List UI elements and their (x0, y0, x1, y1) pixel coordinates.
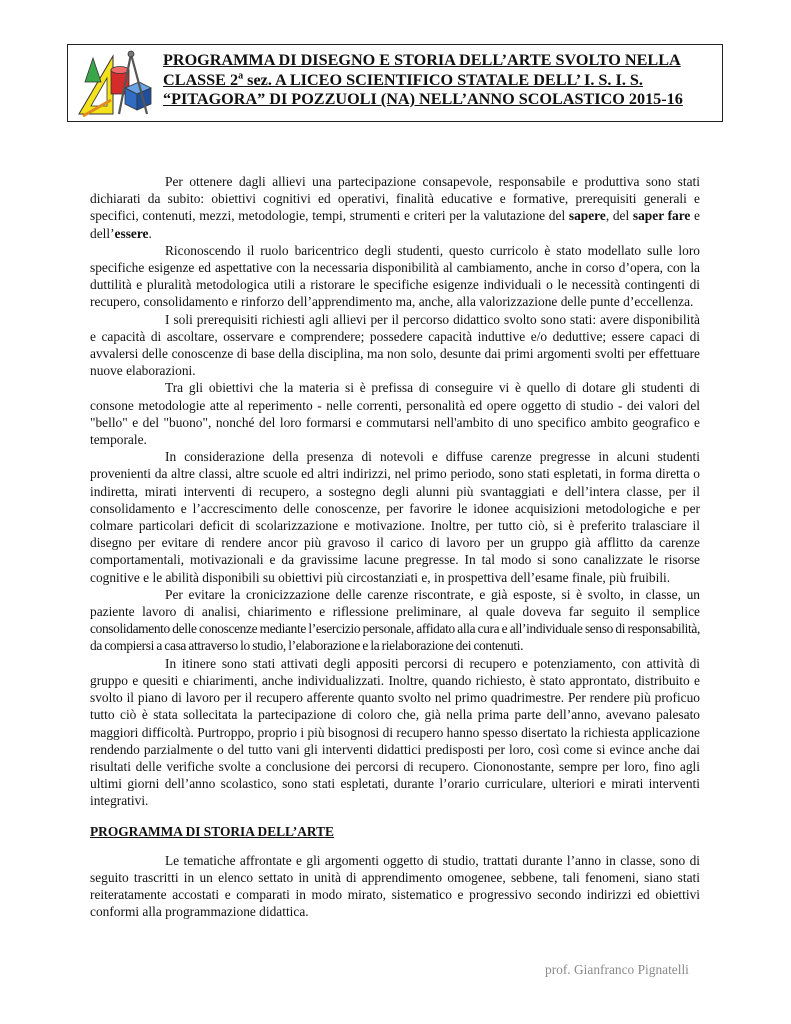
title-school: sez. A LICEO SCIENTIFICO STATALE DELL’ I. S. I. S. (243, 70, 643, 89)
title-class: CLASSE 2 (163, 70, 239, 89)
paragraph-5: In considerazione della presenza di notevoli e diffuse carenze pregresse in alcuni studenti provenienti da altre classi, altre scuole ed altri indirizzi, nel primo periodo, sono stati espletati, in forma diretta o indiretta, mirati interventi di recupero, a sostegno degli alunni più svantaggiati e dell’intera classe, per il consolidamento e l’accrescimento delle conoscenze, per favorire le idonee acquisizioni metodologiche e per colmare particolari deficit di scolarizzazione e motivazione. Inoltre, per tutto ciò, si è preferito tralasciare il disegno per evitare di rendere ancor più gravoso il carico di lavoro per un gruppo già afflitto da carenze comportamentali, motivazionali e da gravissime lacune pregresse. In tal modo si sono canalizzate le risorse cognitive e le abilità disponibili su obiettivi più circostanziati e, in prospettiva dell’esame finale, più fruibili. (90, 449, 700, 585)
p6-text-b: consolidamento delle conoscenze mediante l’esercizio personale, affidato alla cura e all’individuale senso di responsabilità, da compiersi a casa attraverso lo studio, l’elaborazione e la rielaborazione dei contenuti. (90, 621, 700, 654)
paragraph-6 (90, 586, 700, 655)
title-class-sup: a (238, 70, 244, 82)
paragraph-2: Riconoscendo il ruolo baricentrico degli studenti, questo curricolo è stato modellato sulle loro specifiche esigenze ed aspettative con la necessaria disponibilità al cambiamento, anche in corso d’opera, con la duttilità e pluralità metodologica utili a ristorare le specifiche esigenze individuali o le necessità contingenti di recupero, consolidamento e rinforzo dell’apprendimento ma, anche, alla valorizzazione delle punte d’eccellenza. (90, 242, 700, 310)
title-line-1: PROGRAMMA DI DISEGNO E STORIA DELL’ARTE SVOLTO NELLA (163, 51, 681, 69)
footer-author: prof. Gianfranco Pignatelli (545, 962, 689, 977)
document-title (163, 51, 718, 110)
paragraph-3: I soli prerequisiti richiesti agli allievi per il percorso didattico svolto sono stati: avere disponibilità e capacità di ascoltare, osservare e comprendere; possedere capacità induttive e/o deduttive; essere capaci di avvalersi delle conoscenze di base della disciplina, ma non solo, desunte dai primi argomenti svolti per effettuare nuove elaborazioni. (90, 311, 700, 379)
paragraph-4: Tra gli obiettivi che la materia si è prefissa di conseguire vi è quello di dotare gli studenti di consone metodologie atte al reperimento - nelle correnti, personalità ed opere oggetto di studio - dei valori del "bello" e del "buono", nonché del loro formarsi e commutarsi nell'ambito di uno specifico ambito geografico e temporale. (90, 380, 700, 448)
p1-text: Per ottenere dagli allievi una partecipazione consapevole, responsabile e produttiva sono stati dichiarati da subito: obiettivi cognitivi ed operativi, finalità educative e formative, prerequisiti generali e specifici, contenuti, mezzi, metodologie, tempi, strumenti e criteri per la valutazione del (90, 174, 700, 224)
section-title: PROGRAMMA DI STORIA DELL’ARTE (90, 823, 334, 839)
drawing-tools-logo-icon (73, 48, 155, 120)
p1-bold-saper-fare: saper fare (632, 208, 691, 224)
paragraph-8: Le tematiche affrontate e gli argomenti oggetto di studio, trattati durante l’anno in classe, sono di seguito trascritti in un elenco settato in unità di apprendimento omogenee, sebbene, tali fenomeni, siano stati reiteratamente accostati e comparati in modo mirato, sistematico e progressivo secondo indirizzi ed obiettivi conformi alla programmazione didattica. (90, 852, 700, 920)
p1-text-b: , del (605, 208, 633, 224)
paragraph-7: In itinere sono stati attivati degli appositi percorsi di recupero e potenziamento, con attività di gruppo e quesiti e chiarimenti, anche individualizzati. Inoltre, quando richiesto, è stato approntato, distribuito e svolto il piano di lavoro per il recupero afferente quanto svolto nel primo quadrimestre. Per rendere più proficuo tutto ciò è stata sollecitata la partecipazione di coloro che, già nella prima parte dell’anno, avevano palesato maggiori difficoltà. Purtroppo, proprio i più bisognosi di recupero hanno spesso disertato la richiesta applicazione rendendo parzialmente o del tutto vani gli interventi didattici predisposti per loro, così come si evince anche dai risultati delle verifiche svolte a conclusione dei percorsi di recupero. Ciononostante, sempre per loro, fino agli ultimi giorni dell’anno scolastico, sono stati espletati, durante l’orario curriculare, ulteriori e mirati interventi integrativi. (90, 655, 700, 809)
p1-text-d: . (148, 225, 152, 241)
p1-bold-essere: essere (114, 225, 149, 241)
header-box (67, 44, 723, 122)
p1-text-c: e dell’ (90, 208, 701, 241)
title-line-2 (163, 71, 718, 91)
title-line-3: “PITAGORA” DI POZZUOLI (NA) NELL’ANNO SCOLASTICO 2015-16 (163, 90, 683, 108)
paragraph-1 (90, 173, 700, 242)
document-body (90, 173, 700, 921)
p6-text-a: Per evitare la cronicizzazione delle carenze riscontrate, e già esposte, si è svolto, in classe, un paziente lavoro di analisi, chiarimento e riflessione preliminare, al quale doveva far seguito il semplice (90, 586, 700, 620)
p1-bold-sapere: sapere (568, 208, 606, 224)
